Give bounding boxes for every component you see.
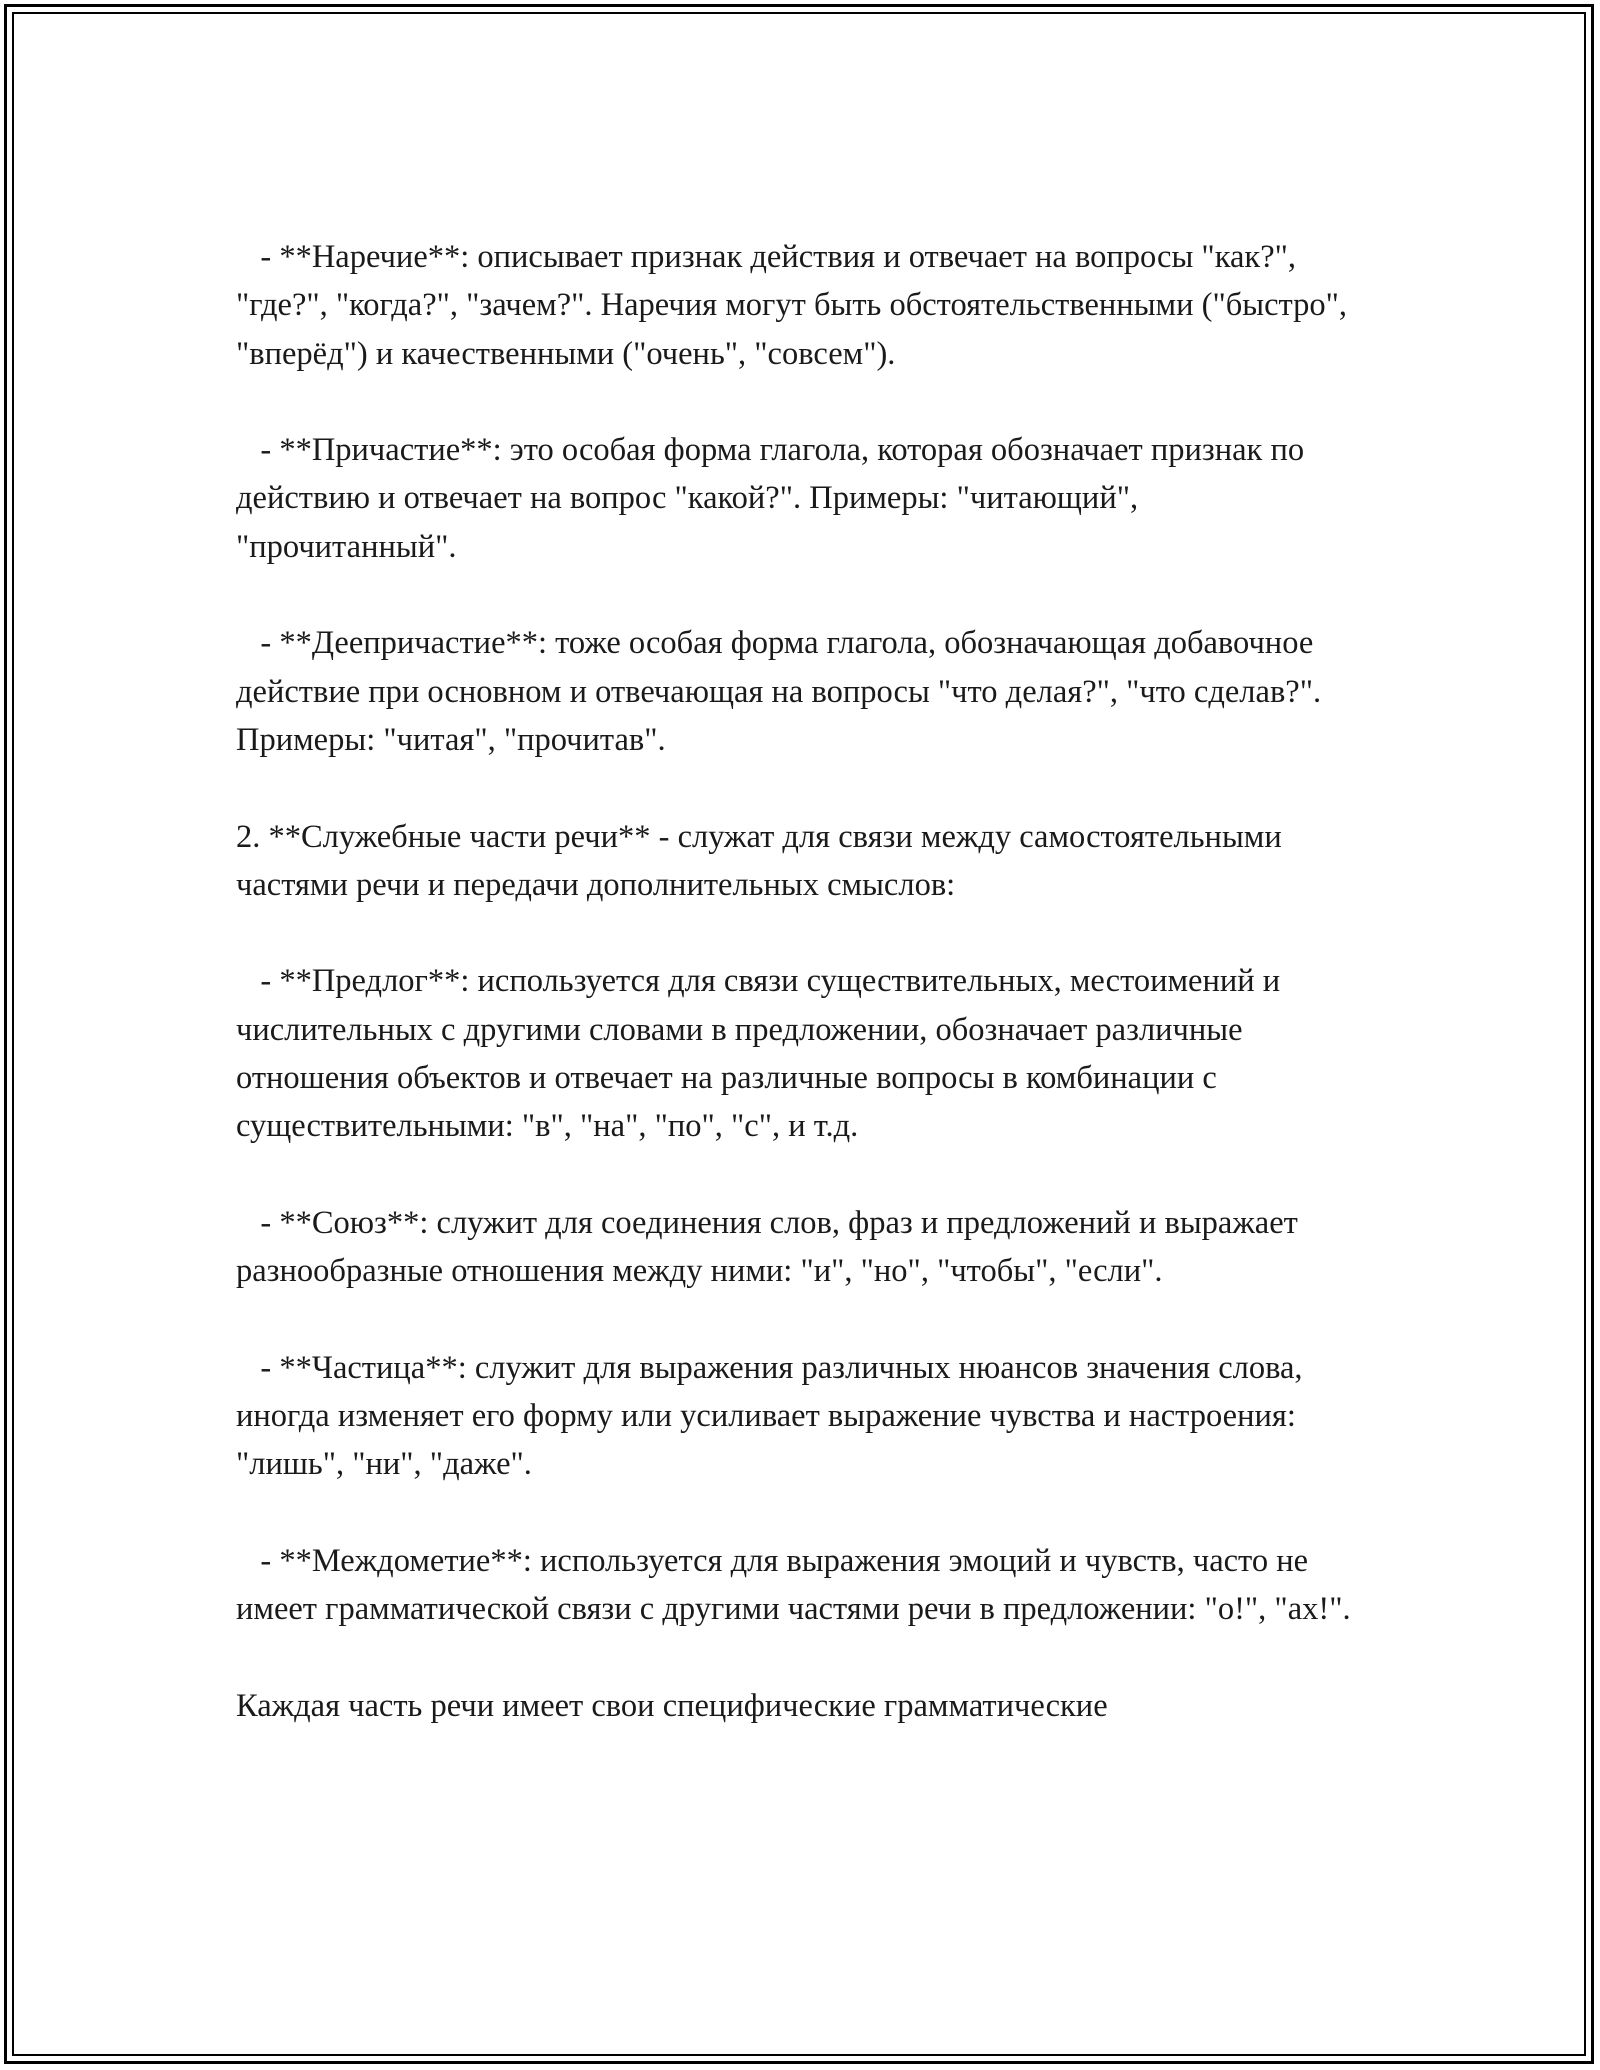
paragraph-gap (236, 1151, 1366, 1199)
paragraph-gap (236, 1634, 1366, 1682)
paragraph-gap (236, 571, 1366, 619)
paragraph-gap (236, 378, 1366, 426)
paragraph-conclusion: Каждая часть речи имеет свои специфические грамматические (236, 1687, 1108, 1724)
paragraph-adverbial-participle: - **Деепричастие**: тоже особая форма глагола, обозначающая добавочное действие при основном и отвечающая на вопросы "что делая?", "что сделав?". Примеры: "читая", "прочитав". (236, 625, 1330, 758)
paragraph-interjection: - **Междометие**: используется для выражения эмоций и чувств, часто не имеет грамматической связи с другими частями речи в предложении: "о!", "ах!". (236, 1543, 1351, 1628)
paragraph-conjunction: - **Союз**: служит для соединения слов, фраз и предложений и выражает разнообразные отношения между ними: "и", "но", "чтобы", "если". (236, 1204, 1306, 1290)
paragraph-participle: - **Причастие**: это особая форма глагола, которая обозначает признак по действию и отвечает на вопрос "какой?". Примеры: "читающий", "прочитанный". (236, 432, 1313, 565)
paragraph-gap (236, 1296, 1366, 1344)
paragraph-function-words: 2. **Служебные части речи** - служат для связи между самостоятельными частями речи и передачи дополнительных смыслов: (236, 818, 1290, 903)
paragraph-particle: - **Частица**: служит для выражения различных нюансов значения слова, иногда изменяет его форму или усиливает выражение чувства и настроения: "лишь", "ни", "даже". (236, 1349, 1311, 1483)
document-body (236, 233, 1366, 1730)
paragraph-preposition: - **Предлог**: используется для связи существительных, местоимений и числительных с другими словами в предложении, обозначает различные отношения объектов и отвечает на различные вопросы в комбинации с существительными: "в", "на", "по", "с", и т.д. (236, 963, 1289, 1145)
paragraph-adverb: - **Наречие**: описывает признак действия и отвечает на вопросы "как?", "где?", "когда?", "зачем?". Наречия могут быть обстоятельственными ("быстро", "вперёд") и качественными ("очень", "совсем"). (236, 239, 1356, 372)
paragraph-gap (236, 909, 1366, 957)
paragraph-gap (236, 1489, 1366, 1537)
paragraph-gap (236, 764, 1366, 812)
